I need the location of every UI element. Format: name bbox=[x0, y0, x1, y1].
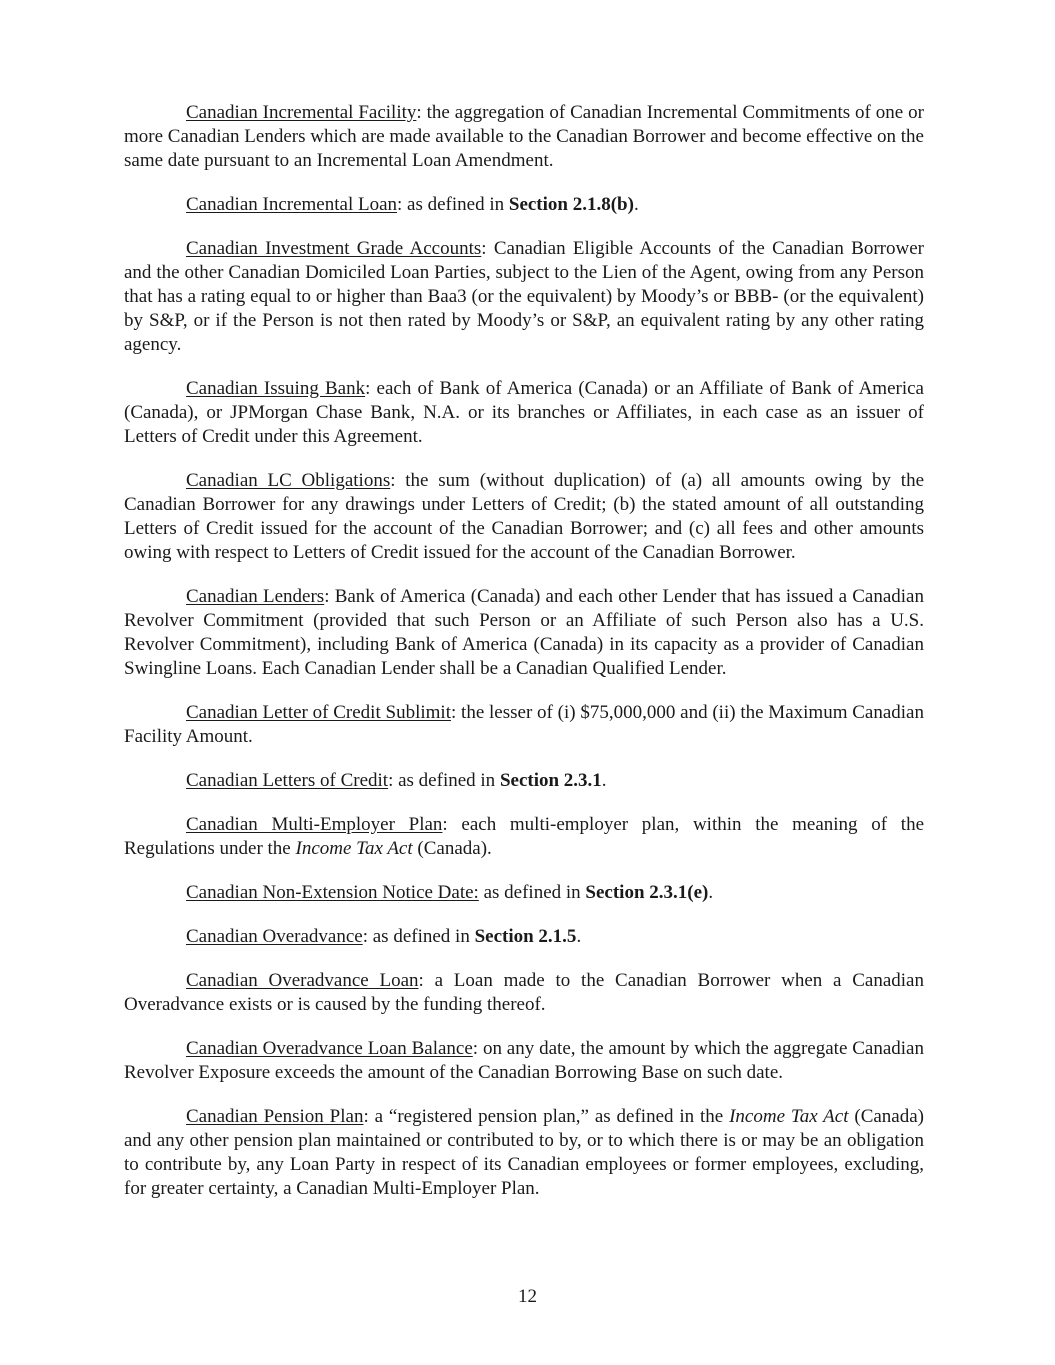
defined-term: Canadian Lenders bbox=[186, 586, 325, 607]
definition-paragraph bbox=[124, 101, 924, 173]
section-reference: Section 2.1.5 bbox=[474, 926, 577, 947]
definition-tail: (Canada) and any other pension plan maintained or contributed to by, or to which there is or may be an obligation to contribute by, any Loan Party in respect of its Canadian employees or former employees, excluding, for greater certainty, a Canadian Multi-Employer Plan. bbox=[124, 1106, 924, 1199]
definition-paragraph bbox=[124, 1105, 924, 1201]
section-reference: Section 2.3.1 bbox=[499, 770, 602, 791]
section-reference: Section 2.3.1(e) bbox=[585, 882, 709, 903]
definition-tail: . bbox=[708, 882, 714, 903]
definition-paragraph bbox=[124, 701, 924, 749]
defined-term: Canadian Overadvance Loan Balance bbox=[186, 1038, 473, 1059]
defined-term: Canadian Multi-Employer Plan bbox=[186, 814, 443, 835]
definition-text: : Canadian Eligible Accounts of the Canadian Borrower and the other Canadian Domiciled Loan Parties, subject to the Lien of the Agent, owing from any Person that has a rating equal to or higher than Baa3 (or the equivalent) by Moody’s or BBB- (or the equivalent) by S&P, or if the Person is not then rated by Moody’s or S&P, an equivalent rating by any other rating agency. bbox=[124, 238, 924, 355]
definition-paragraph bbox=[124, 969, 924, 1017]
defined-term: Canadian Incremental Facility bbox=[186, 102, 417, 123]
definition-text: : as defined in bbox=[362, 926, 475, 947]
definition-paragraph bbox=[124, 769, 924, 793]
definition-paragraph bbox=[124, 1037, 924, 1085]
definition-tail: (Canada). bbox=[412, 838, 492, 859]
definition-tail: . bbox=[633, 194, 639, 215]
definition-paragraph bbox=[124, 237, 924, 357]
defined-term: Canadian Investment Grade Accounts bbox=[186, 238, 482, 259]
defined-term: Canadian LC Obligations bbox=[186, 470, 391, 491]
definition-text: : the lesser of (i) $75,000,000 and (ii) the Maximum Canadian Facility Amount. bbox=[124, 702, 924, 747]
definition-text: : a Loan made to the Canadian Borrower when a Canadian Overadvance exists or is caused by the funding thereof. bbox=[124, 970, 924, 1015]
definition-paragraph bbox=[124, 193, 924, 217]
defined-term: Canadian Overadvance bbox=[186, 926, 363, 947]
definition-text: : as defined in bbox=[388, 770, 500, 791]
statute-name: Income Tax Act bbox=[295, 838, 413, 859]
definition-text: : the aggregation of Canadian Incremental Commitments of one or more Canadian Lenders which are made available to the Canadian Borrower and become effective on the same date pursuant to an Incremental Loan Amendment. bbox=[124, 102, 924, 171]
section-reference: Section 2.1.8(b) bbox=[508, 194, 634, 215]
definition-paragraph bbox=[124, 925, 924, 949]
statute-name: Income Tax Act bbox=[729, 1106, 849, 1127]
definition-text: : as defined in bbox=[397, 194, 509, 215]
definition-text: : Bank of America (Canada) and each other Lender that has issued a Canadian Revolver Commitment (provided that such Person or an Affiliate of such Person also has a U.S. Revolver Commitment), including Bank of America (Canada) in its capacity as a provider of Canadian Swingline Loans. Each Canadian Lender shall be a Canadian Qualified Lender. bbox=[124, 586, 924, 679]
definition-paragraph bbox=[124, 881, 924, 905]
definition-text: : each multi-employer plan, within the meaning of the Regulations under the bbox=[124, 814, 925, 859]
defined-term: Canadian Incremental Loan bbox=[186, 194, 398, 215]
document-page bbox=[124, 101, 924, 1221]
defined-term: Canadian Issuing Bank bbox=[186, 378, 366, 399]
definition-paragraph bbox=[124, 585, 924, 681]
defined-term: Canadian Pension Plan bbox=[186, 1106, 364, 1127]
defined-term: Canadian Letters of Credit bbox=[186, 770, 389, 791]
defined-term: Canadian Letter of Credit Sublimit bbox=[186, 702, 451, 723]
defined-term: Canadian Overadvance Loan bbox=[186, 970, 419, 991]
definition-tail: . bbox=[576, 926, 582, 947]
definition-text: as defined in bbox=[478, 882, 586, 903]
definition-tail: . bbox=[601, 770, 607, 791]
definition-text: : on any date, the amount by which the aggregate Canadian Revolver Exposure exceeds the amount of the Canadian Borrowing Base on such date. bbox=[124, 1038, 924, 1083]
definition-text: : each of Bank of America (Canada) or an Affiliate of Bank of America (Canada), or JPMorgan Chase Bank, N.A. or its branches or Affiliates, in each case as an issuer of Letters of Credit under this Agreement. bbox=[124, 378, 924, 447]
definition-text: : the sum (without duplication) of (a) all amounts owing by the Canadian Borrower for any drawings under Letters of Credit; (b) the stated amount of all outstanding Letters of Credit issued for the account of the Canadian Borrower; and (c) all fees and other amounts owing with respect to Letters of Credit issued for the account of the Canadian Borrower. bbox=[124, 470, 925, 563]
definition-paragraph bbox=[124, 377, 924, 449]
definition-paragraph bbox=[124, 813, 924, 861]
defined-term: Canadian Non-Extension Notice Date: bbox=[186, 882, 479, 903]
definition-text: : a “registered pension plan,” as defined in the bbox=[363, 1106, 730, 1127]
page-number: 12 bbox=[518, 1286, 537, 1307]
definition-paragraph bbox=[124, 469, 924, 565]
